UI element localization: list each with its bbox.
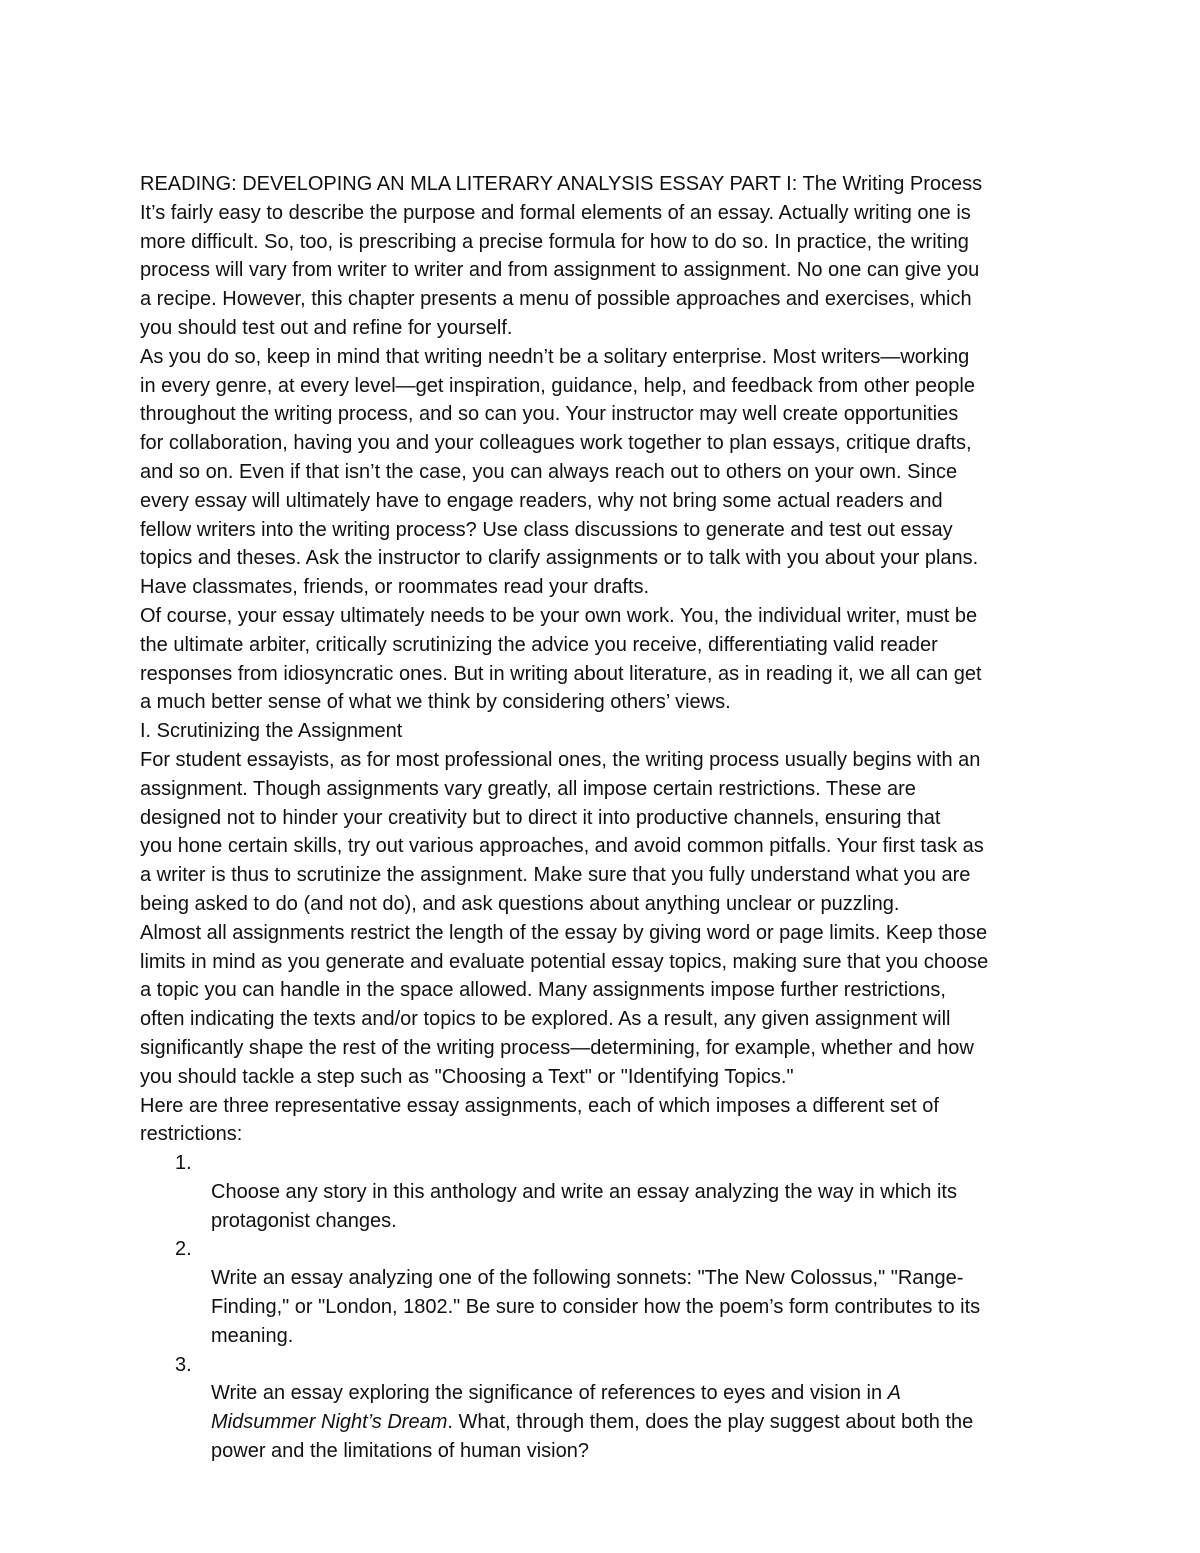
list-item-text: Write an essay analyzing one of the following sonnets: "The New Colossus," "Range- Finding," or "London, 1802." Be sure to consider how the poem’s form contributes to its meaning.	[211, 1267, 981, 1347]
list-item	[140, 1149, 1070, 1235]
list-number: 2.	[175, 1238, 192, 1261]
paragraph-length-limits: Almost all assignments restrict the length of the essay by giving word or page limits. Keep those limits in mind as you generate and evaluate potential essay topics, making sure that you choose a topic you can handle in the space allowed. Many assignments impose further restrictions, often indicating the texts and/or topics to be explored. As a result, any given assignment will significantly shape the rest of the writing process—determining, for example, whether and how you should tackle a step such as "Choosing a Text" or "Identifying Topics."	[140, 921, 989, 1088]
paragraph-own-work: Of course, your essay ultimately needs to be your own work. You, the individual writer, must be the ultimate arbiter, critically scrutinizing the advice you receive, differentiating valid reader responses from idiosyncratic ones. But in writing about literature, as in reading it, we all can get a much better sense of what we think by considering others’ views.	[140, 604, 982, 714]
paragraph-intro: It’s fairly easy to describe the purpose and formal elements of an essay. Actually writing one is more difficult. So, too, is prescribing a precise formula for how to do so. In practice, the writing process will vary from writer to writer and from assignment to assignment. No one can give you a recipe. However, this chapter presents a menu of possible approaches and exercises, which you should test out and refine for yourself.	[140, 201, 980, 339]
section-heading: I. Scrutinizing the Assignment	[140, 720, 403, 743]
play-title: A Midsummer Night’s Dream	[211, 1382, 902, 1434]
document-title: READING: DEVELOPING AN MLA LITERARY ANALYSIS ESSAY PART I: The Writing Process	[140, 173, 983, 195]
assignment-list	[140, 1149, 1070, 1466]
list-item-text: Choose any story in this anthology and write an essay analyzing the way in which its protagonist changes.	[211, 1180, 957, 1232]
document-body	[140, 170, 1070, 1466]
list-item	[140, 1235, 1070, 1350]
list-number: 1.	[175, 1152, 192, 1175]
list-item-text-end: . What, through them, does the play suggest about both the power and the limitations of human vision?	[211, 1411, 974, 1463]
paragraph-collaboration: As you do so, keep in mind that writing needn’t be a solitary enterprise. Most writers—working in every genre, at every level—get inspiration, guidance, help, and feedback from other people throughout the writing process, and so can you. Your instructor may well create opportunities for collaboration, having you and your colleagues work together to plan essays, critique drafts, and so on. Even if that isn’t the case, you can always reach out to others on your own. Since every essay will ultimately have to engage readers, why not bring some actual readers and fellow writers into the writing process? Use class discussions to generate and test out essay topics and theses. Ask the instructor to clarify assignments or to talk with you about your plans. Have classmates, friends, or roommates read your drafts.	[140, 345, 979, 599]
list-number: 3.	[175, 1353, 192, 1376]
list-item	[140, 1351, 1070, 1466]
list-item-text: Write an essay exploring the significance of references to eyes and vision in	[211, 1382, 888, 1405]
paragraph-representative: Here are three representative essay assignments, each of which imposes a different set of restrictions:	[140, 1094, 939, 1146]
paragraph-assignment: For student essayists, as for most professional ones, the writing process usually begins with an assignment. Though assignments vary greatly, all impose certain restrictions. These are designed not to hinder your creativity but to direct it into productive channels, ensuring that you hone certain skills, try out various approaches, and avoid common pitfalls. Your first task as a writer is thus to scrutinize the assignment. Make sure that you fully understand what you are being asked to do (and not do), and ask questions about anything unclear or puzzling.	[140, 748, 984, 915]
